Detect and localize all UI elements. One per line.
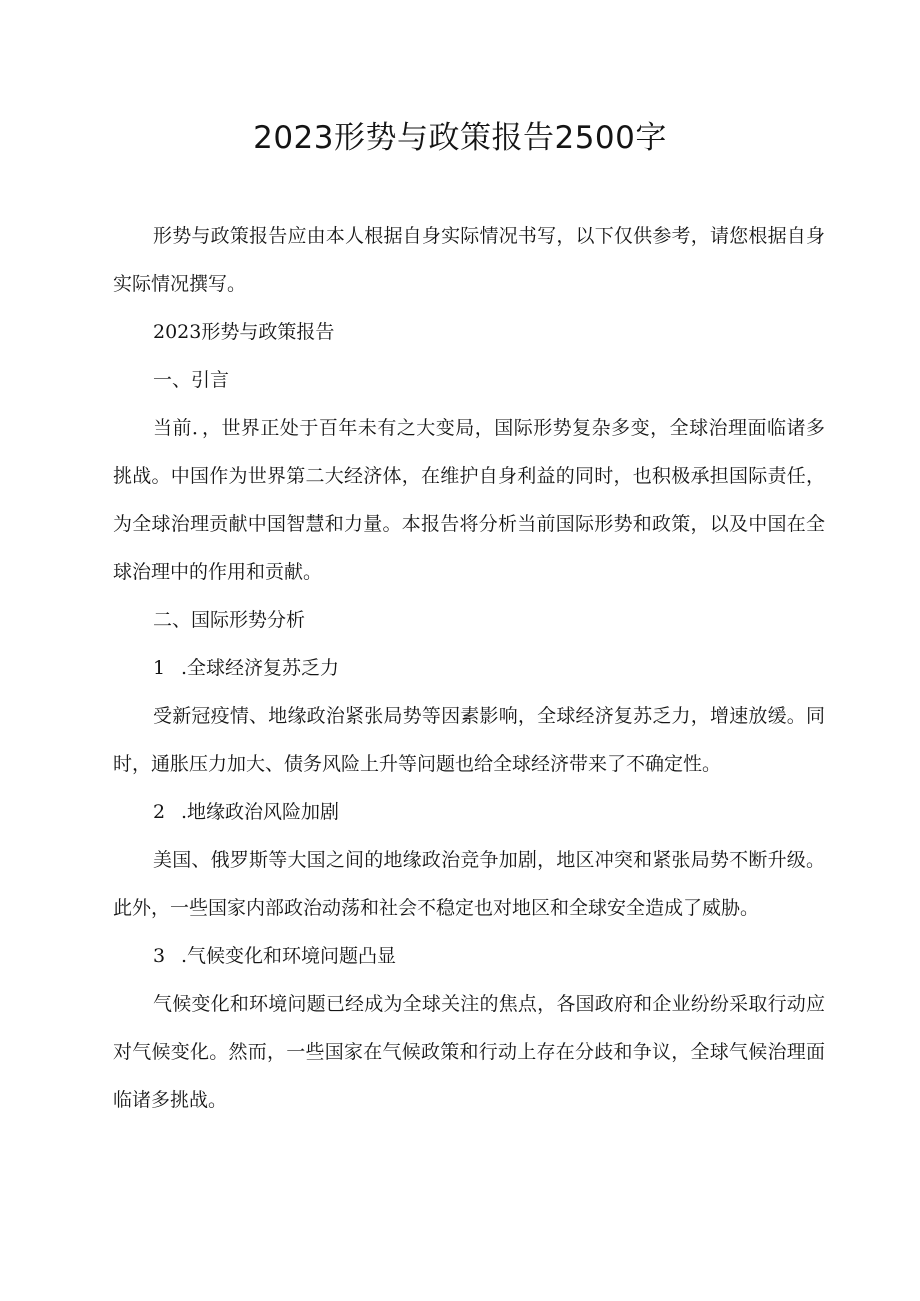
subsection-title: .地缘政治风险加剧 [181,801,340,823]
section-heading-international-situation: 二、国际形势分析 [153,609,306,631]
document-title: 2023形势与政策报告2500字 [253,120,667,156]
subsection-number: 1 [153,657,166,679]
subsection-heading-climate [113,932,825,980]
climate-paragraph: 气候变化和环境问题已经成为全球关注的焦点，各国政府和企业纷纷采取行动应对气候变化。然而，一些国家在气候政策和行动上存在分歧和争议，全球气候治理面临诸多挑战。 [113,993,825,1111]
report-subtitle: 2023形势与政策报告 [153,321,335,343]
geopolitics-paragraph: 美国、俄罗斯等大国之间的地缘政治竞争加剧，地区冲突和紧张局势不断升级。此外，一些国家内部政治动荡和社会不稳定也对地区和全球安全造成了威胁。 [113,849,825,919]
economy-paragraph: 受新冠疫情、地缘政治紧张局势等因素影响，全球经济复苏乏力，增速放缓。同时，通胀压力加大、债务风险上升等问题也给全球经济带来了不确定性。 [113,705,825,775]
subsection-heading-economy [113,644,825,692]
subsection-title: .气候变化和环境问题凸显 [181,945,397,967]
section-heading-introduction: 一、引言 [153,369,230,391]
intro-paragraph: 形势与政策报告应由本人根据自身实际情况书写，以下仅供参考，请您根据自身实际情况撰写。 [113,225,825,295]
subsection-title: .全球经济复苏乏力 [181,657,340,679]
subsection-number: 2 [153,801,166,823]
subsection-heading-geopolitics [113,788,825,836]
introduction-paragraph: 当前．，世界正处于百年未有之大变局，国际形势复杂多变，全球治理面临诸多挑战。中国作为世界第二大经济体，在维护自身利益的同时，也积极承担国际责任，为全球治理贡献中国智慧和力量。本报告将分析当前国际形势和政策，以及中国在全球治理中的作用和贡献。 [113,417,825,583]
document-body [113,212,825,1124]
subsection-number: 3 [153,945,166,967]
